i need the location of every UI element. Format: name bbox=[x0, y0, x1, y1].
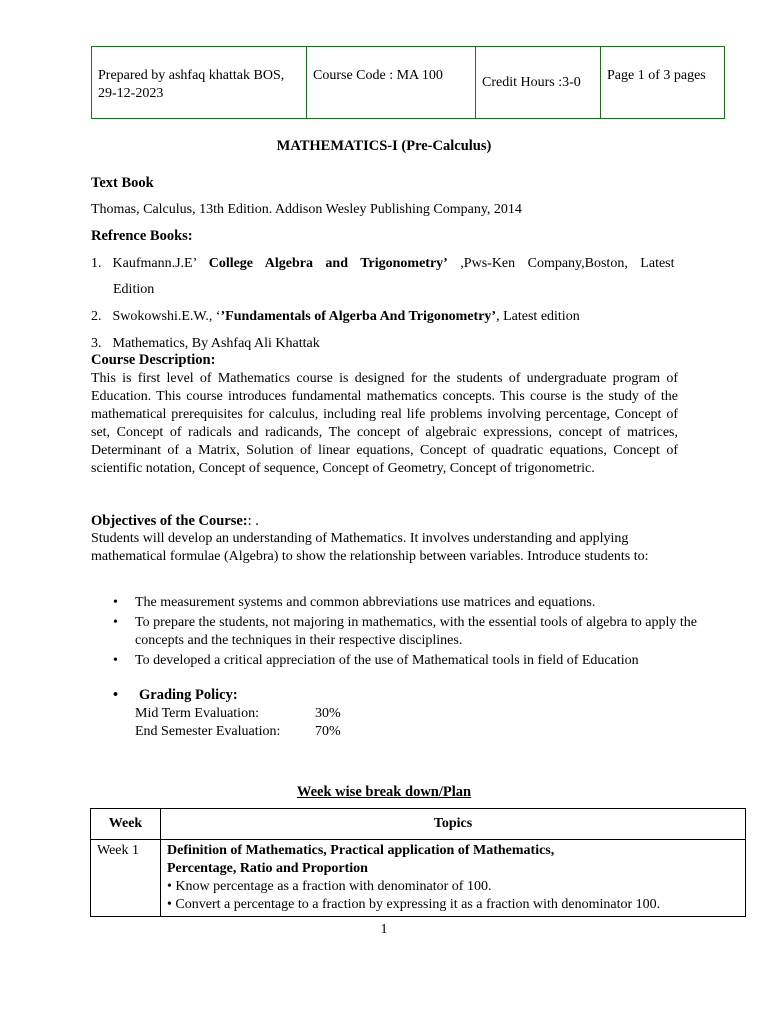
table-row bbox=[91, 840, 746, 917]
credit-hours-text: Credit Hours :3-0 bbox=[482, 74, 581, 90]
table-header-row bbox=[91, 809, 746, 840]
grading-value: 70% bbox=[315, 724, 341, 739]
bullet-icon: • bbox=[113, 615, 118, 630]
reference-item-1-continued: Edition bbox=[113, 282, 155, 297]
text-book-entry: Thomas, Calculus, 13th Edition. Addison Wesley Publishing Company, 2014 bbox=[91, 202, 522, 217]
reference-item-3 bbox=[91, 335, 320, 353]
prepared-by-cell: Prepared by ashfaq khattak BOS, 29-12-2023 bbox=[92, 47, 307, 118]
course-code-cell: Course Code : MA 100 bbox=[307, 47, 476, 118]
reference-author: Kaufmann.J.E’ bbox=[112, 256, 209, 271]
week-cell: Week 1 bbox=[91, 840, 161, 917]
credit-hours-cell bbox=[476, 47, 601, 118]
grading-value: 30% bbox=[315, 706, 341, 721]
course-description-heading: Course Description: bbox=[91, 352, 216, 368]
objective-item: • To developed a critical appreciation of the use of Mathematical tools in field of Education bbox=[113, 653, 639, 668]
course-description-text: This is first level of Mathematics course is designed for the students of undergraduate program of Education. This course introduces fundamental mathematics concepts. This course is the study of the mathematical prerequisites for calculus, including real life problems involving percentage, Concept of set, Concept of radicals and radicands, The concept of algebraic expressions, concept of matrices, Determinant of a Matrix, Solution of linear equations, Concept of quadratic equations, Concept of scientific notation, Concept of sequence, Concept of Geometry, Concept of trigonometric. bbox=[91, 371, 678, 476]
grading-bullet-icon: • bbox=[113, 687, 119, 703]
grading-row bbox=[135, 705, 341, 723]
grading-label: End Semester Evaluation: bbox=[135, 724, 281, 739]
page-number: 1 bbox=[380, 922, 388, 937]
objectives-heading-line bbox=[91, 513, 259, 530]
reference-title: College Algebra and Trigonometry’ bbox=[208, 256, 448, 271]
page-count-cell: Page 1 of 3 pages bbox=[607, 68, 706, 83]
document-title: MATHEMATICS-I (Pre-Calculus) bbox=[276, 138, 492, 154]
reference-number: 3. bbox=[91, 336, 102, 351]
grading-row bbox=[135, 723, 341, 741]
plan-heading: Week wise break down/Plan bbox=[296, 784, 472, 800]
bullet-icon: • bbox=[113, 595, 118, 610]
header-table bbox=[91, 46, 725, 119]
topics-column-header: Topics bbox=[161, 809, 746, 840]
objectives-intro: Students will develop an understanding of Mathematics. It involves understanding and applying mathematical formulae (Algebra) to show the relationship between variables. Introduce students to: bbox=[91, 531, 649, 564]
objectives-list bbox=[91, 594, 722, 672]
objective-item: • To prepare the students, not majoring in mathematics, with the essential tools of algebra to apply the concepts and the techniques in their respective disciplines. bbox=[113, 615, 697, 648]
reference-publisher: ,Pws-Ken Company,Boston, Latest bbox=[447, 256, 675, 271]
reference-books-heading: Refrence Books: bbox=[91, 228, 193, 244]
reference-text: Mathematics, By Ashfaq Ali Khattak bbox=[112, 336, 320, 351]
reference-author: Swokowshi.E.W., ‘ bbox=[112, 309, 221, 324]
grading-label: Mid Term Evaluation: bbox=[135, 706, 259, 721]
topic-heading: Percentage, Ratio and Proportion bbox=[167, 861, 368, 876]
reference-number: 2. bbox=[91, 309, 102, 324]
objective-item: • The measurement systems and common abbreviations use matrices and equations. bbox=[113, 595, 596, 610]
topic-point: • Convert a percentage to a fraction by expressing it as a fraction with denominator 100. bbox=[167, 897, 661, 912]
topics-cell bbox=[161, 840, 746, 917]
reference-number: 1. bbox=[91, 256, 102, 271]
week-column-header: Week bbox=[91, 809, 161, 840]
reference-item-1 bbox=[91, 255, 678, 273]
reference-edition: , Latest edition bbox=[496, 309, 580, 324]
topic-heading: Definition of Mathematics, Practical application of Mathematics, bbox=[167, 843, 555, 858]
objectives-heading-suffix: : . bbox=[247, 513, 259, 529]
reference-title: ’Fundamentals of Algerba And Trigonometry’ bbox=[220, 309, 497, 324]
objectives-heading: Objectives of the Course: bbox=[91, 513, 248, 529]
text-book-heading: Text Book bbox=[91, 175, 154, 191]
bullet-icon: • bbox=[113, 653, 118, 668]
topic-point: • Know percentage as a fraction with denominator of 100. bbox=[167, 879, 492, 894]
reference-item-2 bbox=[91, 308, 580, 326]
week-plan-table bbox=[90, 808, 746, 917]
grading-heading: Grading Policy: bbox=[139, 687, 238, 703]
